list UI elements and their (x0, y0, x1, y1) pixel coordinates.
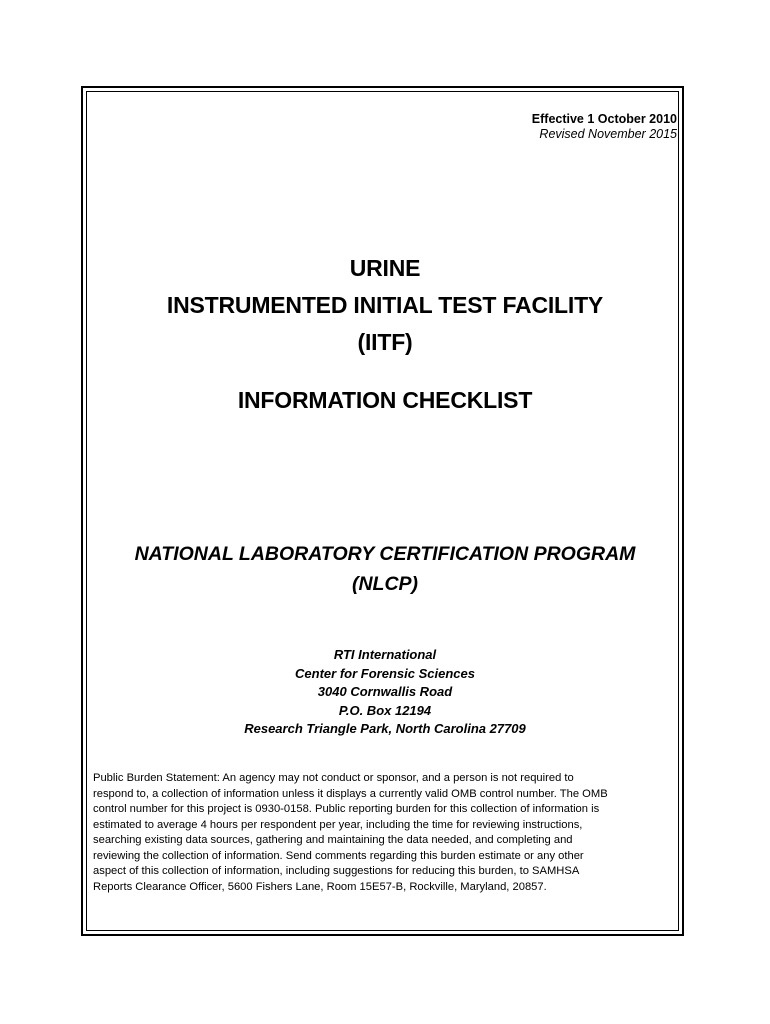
program-abbrev: (NLCP) (351, 573, 419, 595)
program-name: NATIONAL LABORATORY CERTIFICATION PROGRAM (134, 543, 636, 565)
public-burden-statement (93, 771, 683, 895)
address-city: Research Triangle Park, North Carolina 27709 (244, 721, 526, 736)
title-line-iitf: (IITF) (357, 329, 413, 355)
title-line-checklist: INFORMATION CHECKLIST (237, 387, 533, 413)
program-name-block (0, 539, 770, 599)
document-title (0, 250, 770, 361)
address-center: Center for Forensic Sciences (295, 665, 475, 681)
burden-line: control number for this project is 0930-0158. Public reporting burden for this collection of information is (93, 803, 600, 815)
title-line-facility: INSTRUMENTED INITIAL TEST FACILITY (166, 292, 604, 318)
title-line-urine: URINE (349, 255, 421, 281)
address-po-box: P.O. Box 12194 (338, 702, 432, 718)
effective-date-block (532, 112, 677, 142)
burden-line: searching existing data sources, gathering and maintaining the data needed, and completing and (93, 834, 573, 846)
burden-line: estimated to average 4 hours per respondent per year, including the time for reviewing instructions, (93, 818, 583, 831)
burden-line: reviewing the collection of information. Send comments regarding this burden estimate or any other (93, 849, 584, 862)
address-organization: RTI International (333, 647, 437, 662)
address-street: 3040 Cornwallis Road (317, 684, 453, 699)
burden-line: aspect of this collection of information, including suggestions for reducing this burden, to SAMHSA (93, 865, 580, 877)
burden-line: Public Burden Statement: An agency may not conduct or sponsor, and a person is not required to (93, 772, 574, 784)
burden-line: respond to, a collection of information unless it displays a currently valid OMB control number. The OMB (93, 787, 608, 800)
address-block (0, 646, 770, 739)
revised-date: Revised November 2015 (539, 127, 677, 141)
burden-line: Reports Clearance Officer, 5600 Fishers Lane, Room 15E57-B, Rockville, Maryland, 20857. (93, 880, 547, 893)
document-subtitle (0, 382, 770, 419)
effective-date: Effective 1 October 2010 (531, 112, 677, 126)
